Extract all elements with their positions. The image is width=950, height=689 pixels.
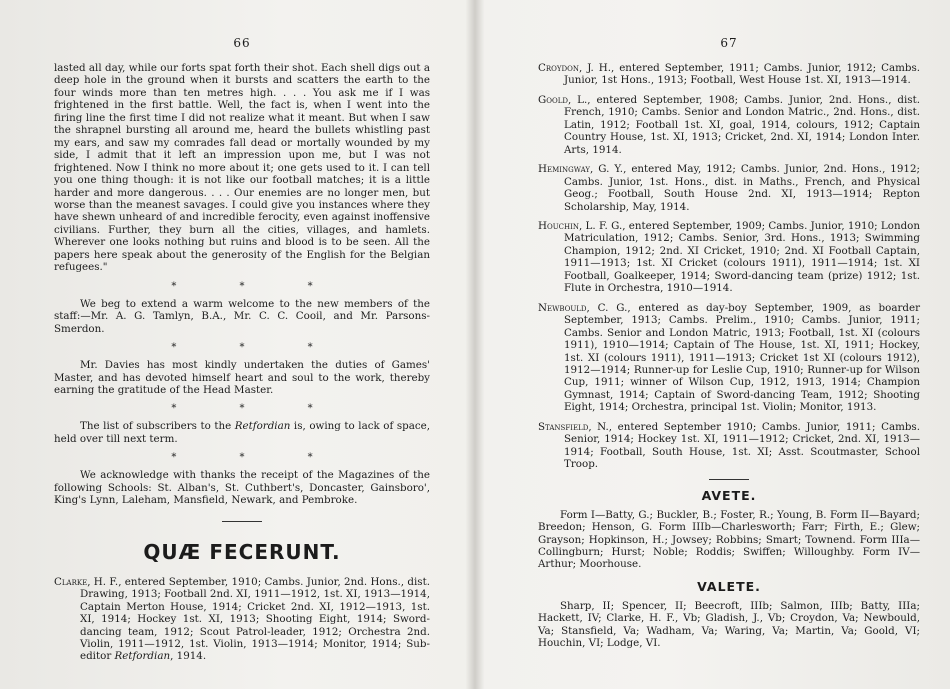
letter-continuation: lasted all day, while our forts spat forth their shot. Each shell digs out a deep hole in the ground when it bursts and scatters the earth to the four winds more than ten metres high. . . . You ask me if I was frightened in the first battle. Well, the fact is, when I went into the firing line the first time I did not realize what it meant. But when I saw the shrapnel bursting all around me, heard the bullets whistling past my ears, and saw my comrades fall dead or mortally wounded by my side, I admit that it left an impression upon me, but I was not frightened. Now I think no more about it; one gets used to it. I can tell you one thing though: it is not like our football matches; it is a little harder and more dangerous. . . . Our enemies are no longer men, but worse than the meanest savages. I could give you instances where they have shewn unheard of and incredible ferocity, even against inoffensive civilians. Further, they burn all the cities, villages, and hamlets. Wherever one looks nothing but ruins and blood is to be seen. All the papers here speak about the generosity of the English for the Belgian refugees.": [54, 62, 430, 274]
entry-name: Goold: [538, 93, 568, 106]
entry-text: , J. H., entered September, 1911; Cambs. Junior, 1912; Cambs. Junior, 1st Hons., 1913; Football, West House 1st. XI, 1913—1914.: [564, 62, 920, 87]
horizontal-rule: [222, 521, 262, 522]
avete-list: Form I—Batty, G.; Buckler, B.; Foster, R.; Young, B. Form II—Bayard; Breedon; Henson, G. Form IIIb—Charlesworth; Farr; Firth, E.; Glew; Grayson; Hopkinson, H.; Jowsey; Robbins; Smart; Townend. Form IIIa—Collingburn; Hurst; Noble; Roddis; Swiffen; Willoughby. Form IV—Arthur; Moorhouse.: [538, 508, 920, 571]
record-entry: [54, 576, 430, 663]
page-number: 66: [233, 36, 251, 50]
record-entry: [538, 94, 920, 156]
left-page: [0, 0, 474, 689]
horizontal-rule: [709, 479, 749, 480]
entry-name: Newbould: [538, 301, 587, 314]
games-master-paragraph: Mr. Davies has most kindly undertaken the duties of Games' Master, and has devoted himself heart and soul to the work, thereby earning the gratitude of the Head Master.: [54, 359, 430, 396]
subscribers-text-end: is, owing to lack of space, held over till next term.: [54, 420, 430, 445]
entry-name: Croydon: [538, 62, 579, 74]
magazine-title: Retfordian: [234, 420, 291, 433]
entry-text: , L. F. G., entered September, 1909; Cambs. Junior, 1910; London Matriculation, 1912; Cambs. Senior, 3rd. Hons., 1913; Swimming Champion, 1912; 2nd. XI Cricket, 1910; 2nd. XI Football Captain, 1911—1913; 1st. XI Cricket (colours 1911), 1911—1914; 1st. XI Football, Goalkeeper, 1914; Sword-dancing team (prize) 1912; 1st. Flute in Orchestra, 1910—1914.: [564, 219, 920, 295]
section-divider: * * *: [171, 403, 343, 415]
entry-text: , G. Y., entered May, 1912; Cambs. Junior, 2nd. Hons., 1912; Cambs. Junior, 1st. Hons., dist. in Maths., French, and Physical Geog.; Football, South House 2nd. XI, 1913—1914; Repton Scholarship, May, 1914.: [564, 163, 920, 213]
section-divider: * * *: [171, 452, 343, 464]
entry-text-end: , 1914.: [170, 650, 207, 663]
entry-name: Clarke: [54, 575, 88, 588]
record-entry: [538, 163, 920, 213]
entry-text: , L., entered September, 1908; Cambs. Junior, 2nd. Hons., dist. French, 1910; Cambs. Senior and London Matric., 2nd. Hons., dist. Latin, 1912; Football 1st. XI, goal, 1914, colours, 1912; Captain Country House, 1st. XI, 1913; Cricket, 2nd. XI, 1914; London Inter. Arts, 1914.: [564, 93, 920, 156]
section-title: QUÆ FECERUNT.: [143, 539, 341, 564]
record-entry: [538, 421, 920, 471]
subscribers-paragraph: [54, 420, 430, 445]
record-entry: [538, 302, 920, 414]
entry-text: , H. F., entered September, 1910; Cambs. Junior, 2nd. Hons., dist. Drawing, 1913; Football 2nd. XI, 1911—1912, 1st. XI, 1913—1914, Captain Merton House, 1914; Cricket 2nd. XI, 1912—1913, 1st. XI, 1914; Hockey 1st. XI, 1913; Shooting Eight, 1914; Sword-dancing team, 1912; Scout Patrol-leader, 1912; Orchestra 2nd. Violin, 1911—1912, 1st. Violin, 1913—1914; Monitor, 1914; Sub-editor: [80, 575, 430, 663]
valete-title: VALETE.: [697, 578, 761, 594]
section-divider: * * *: [171, 342, 343, 354]
staff-paragraph: We beg to extend a warm welcome to the new members of the staff:—Mr. A. G. Tamlyn, B.A., Mr. C. C. Cooil, and Mr. Parsons-Smerdon.: [54, 297, 430, 335]
magazine-title: Retfordian: [114, 650, 171, 663]
entry-name: Hemingway: [538, 163, 590, 176]
avete-title: AVETE.: [701, 487, 757, 503]
record-list: [538, 62, 920, 471]
entry-name: Houchin: [538, 219, 579, 232]
record-entry: [538, 220, 920, 295]
right-page: [476, 0, 950, 689]
page-number: 67: [720, 36, 738, 50]
entry-text: , C. G., entered as day-boy September, 1909, as boarder September, 1913; Cambs. Prelim., 1910; Cambs. Junior, 1911; Cambs. Senior and London Matric, 1913; Football, 1st. XI (colours 1911), 1910—1914; Captain of The House, 1st. XI, 1911; Hockey, 1st. XI (colours 1911), 1911—1913; Cricket 1st XI (colours 1912), 1912—1914; Runner-up for Leslie Cup, 1910; Runner-up for Wilson Cup, 1911; winner of Wilson Cup, 1912, 1913, 1914; Champion Gymnast, 1914; Captain of Sword-dancing Team, 1912; Shooting Eight, 1914; Orchestra, principal 1st. Violin; Monitor, 1913.: [564, 301, 920, 414]
magazines-paragraph: We acknowledge with thanks the receipt of the Magazines of the following Schools: St. Alban's, St. Cuthbert's, Doncaster, Gainsboro', King's Lynn, Laleham, Mansfield, Newark, and Pembroke.: [54, 469, 430, 507]
entry-name: Stansfield: [538, 420, 589, 433]
valete-list: Sharp, II; Spencer, II; Beecroft, IIIb; Salmon, IIIb; Batty, IIIa; Hackett, IV; Clarke, H. F., Vb; Gladish, J., Vb; Croydon, Va; Newbould, Va; Stansfield, Va; Wadham, Va; Waring, Va; Martin, Va; Goold, VI; Houchin, VI; Lodge, VI.: [538, 599, 920, 650]
record-entry: [538, 62, 920, 87]
entry-text: , N., entered September 1910; Cambs. Junior, 1911; Cambs. Senior, 1914; Hockey 1st. XI, 1911—1912; Cricket, 2nd. XI, 1913—1914; Football, South House, 1st. XI; Asst. Scoutmaster, School Troop.: [564, 420, 920, 471]
section-divider: * * *: [171, 280, 343, 292]
subscribers-text-start: The list of subscribers to the: [80, 420, 235, 433]
